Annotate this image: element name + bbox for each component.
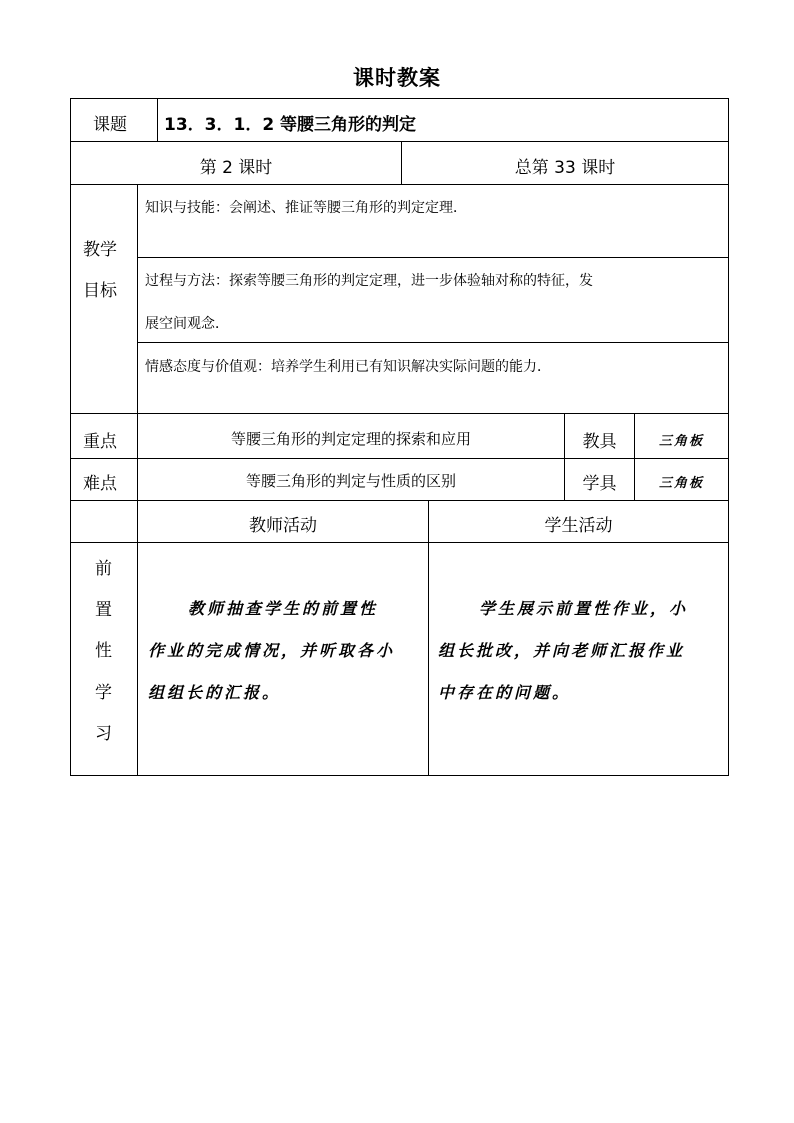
row-divider: [137, 342, 728, 343]
student-tool-value: 三角板: [658, 476, 704, 491]
section-char: 习: [95, 724, 112, 744]
objectives-label-2: 目标: [83, 281, 117, 301]
key-point-value: 等腰三角形的判定定理的探索和应用: [230, 430, 471, 448]
row-divider: [71, 184, 728, 185]
topic-value: 13．3．1．2 等腰三角形的判定: [164, 115, 417, 135]
total-lesson-number: 总第 33 课时: [514, 158, 616, 178]
row-divider: [71, 458, 728, 459]
objective-process-line2: 展空间观念．: [145, 316, 229, 332]
row-divider: [71, 500, 728, 501]
difficulty-label: 难点: [83, 474, 117, 494]
objective-emotion: 情感态度与价值观：培养学生利用已有知识解决实际问题的能力．: [145, 359, 551, 375]
teacher-tool-value: 三角板: [658, 434, 704, 449]
row-divider: [71, 413, 728, 414]
page-title: 课时教案: [353, 66, 441, 90]
objectives-label-1: 教学: [83, 240, 117, 260]
row-divider: [71, 542, 728, 543]
difficulty-value: 等腰三角形的判定与性质的区别: [245, 472, 456, 490]
objective-process-line1: 过程与方法：探索等腰三角形的判定定理，进一步体验轴对称的特征，发: [145, 273, 593, 289]
lesson-plan-table: [70, 98, 729, 776]
objective-knowledge: 知识与技能：会阐述、推证等腰三角形的判定定理．: [145, 200, 467, 216]
col-divider: [157, 99, 158, 141]
teacher-activity-line: 教师抽查学生的前置性: [188, 599, 379, 618]
student-activity-line: 组长批改，并向老师汇报作业: [438, 641, 686, 660]
section-char: 性: [95, 641, 112, 661]
student-activity-line: 学生展示前置性作业，小: [479, 599, 689, 618]
student-activity-header: 学生活动: [544, 516, 613, 536]
topic-label: 课题: [93, 115, 127, 135]
teacher-tool-label: 教具: [582, 432, 617, 452]
key-point-label: 重点: [83, 432, 117, 452]
teacher-activity-line: 作业的完成情况，并听取各小: [148, 641, 396, 660]
section-char: 学: [95, 683, 112, 703]
student-activity-line: 中存在的问题。: [438, 683, 572, 702]
section-char: 置: [95, 600, 112, 620]
teacher-activity-header: 教师活动: [249, 516, 317, 536]
row-divider: [137, 257, 728, 258]
col-divider: [428, 500, 429, 775]
row-divider: [71, 141, 728, 142]
student-tool-label: 学具: [582, 474, 617, 494]
teacher-activity-line: 组组长的汇报。: [148, 683, 282, 702]
lesson-number: 第 2 课时: [199, 158, 273, 178]
section-char: 前: [95, 559, 112, 579]
